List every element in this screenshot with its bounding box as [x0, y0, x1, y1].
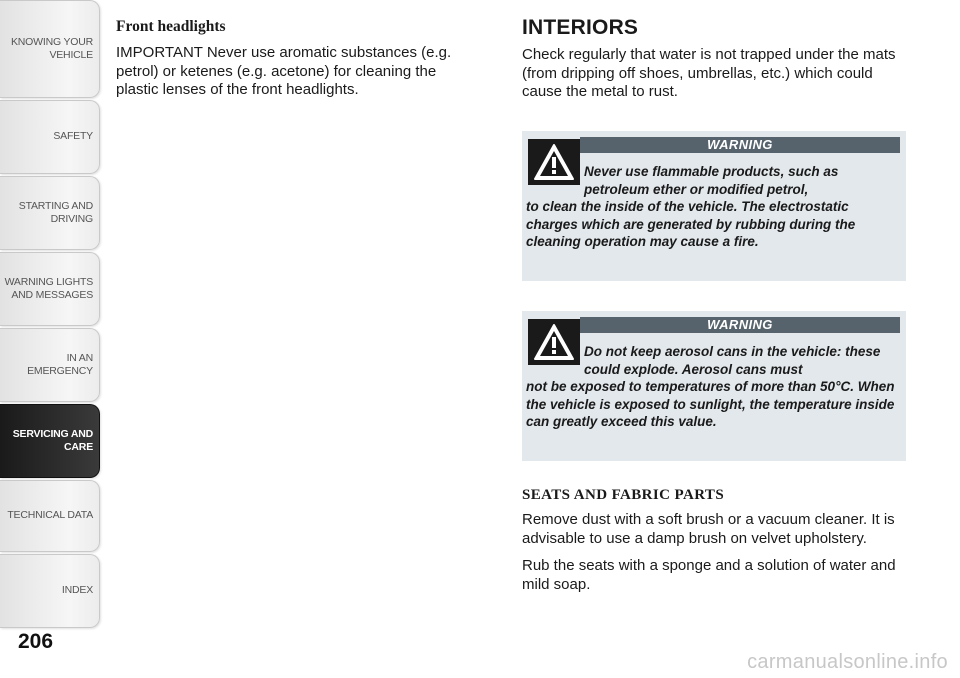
warning-text-indented: Do not keep aerosol cans in the vehicle: these could explode. Aerosol cans must	[584, 344, 881, 377]
tab-in-an-emergency[interactable]: IN AN EMERGENCY	[0, 328, 100, 402]
tab-index[interactable]: INDEX	[0, 554, 100, 628]
warning-text	[526, 163, 898, 251]
tab-technical-data[interactable]: TECHNICAL DATA	[0, 480, 100, 552]
watermark: carmanualsonline.info	[747, 651, 948, 673]
section-title: INTERIORS	[522, 16, 639, 39]
front-headlights-section	[116, 18, 476, 100]
warning-box	[522, 131, 906, 281]
seats-heading: SEATS AND FABRIC PARTS	[522, 487, 725, 503]
seats-paragraph: Rub the seats with a sponge and a solution of water and mild soap.	[522, 557, 896, 593]
tab-warning-lights-and-messages[interactable]: WARNING LIGHTS AND MESSAGES	[0, 252, 100, 326]
tab-knowing-your-vehicle[interactable]: KNOWING YOUR VEHICLE	[0, 0, 100, 98]
headlights-paragraph: IMPORTANT Never use aromatic substances (e.g. petrol) or ketenes (e.g. acetone) for cleaning the plastic lenses of the front headlights.	[116, 44, 452, 98]
section-heading: Front headlights	[116, 18, 226, 35]
warning-text-indented: Never use flammable products, such as petroleum ether or modified petrol,	[584, 164, 839, 197]
tab-starting-and-driving[interactable]: STARTING AND DRIVING	[0, 176, 100, 250]
interiors-section	[522, 16, 912, 102]
warning-label: WARNING	[580, 137, 900, 153]
seats-paragraph: Remove dust with a soft brush or a vacuum cleaner. It is advisable to use a damp brush on velvet upholstery.	[522, 511, 895, 547]
page-number: 206	[18, 630, 54, 653]
warning-text-full: not be exposed to temperatures of more than 50°C. When the vehicle is exposed to sunlight, the temperature inside can greatly exceed this value.	[526, 379, 895, 429]
interiors-paragraph: Check regularly that water is not trapped under the mats (from dripping off shoes, umbrellas, etc.) which could cause the metal to rust.	[522, 46, 896, 100]
warning-box	[522, 311, 906, 461]
seats-section	[522, 487, 912, 603]
warning-text	[526, 343, 898, 431]
tab-servicing-and-care[interactable]: SERVICING AND CARE	[0, 404, 100, 478]
tab-safety[interactable]: SAFETY	[0, 100, 100, 174]
warning-text-full: to clean the inside of the vehicle. The electrostatic charges which are generated by rubbing during the cleaning operation may cause a fire.	[526, 199, 856, 249]
warning-label: WARNING	[580, 317, 900, 333]
chapter-tabs	[0, 0, 100, 640]
